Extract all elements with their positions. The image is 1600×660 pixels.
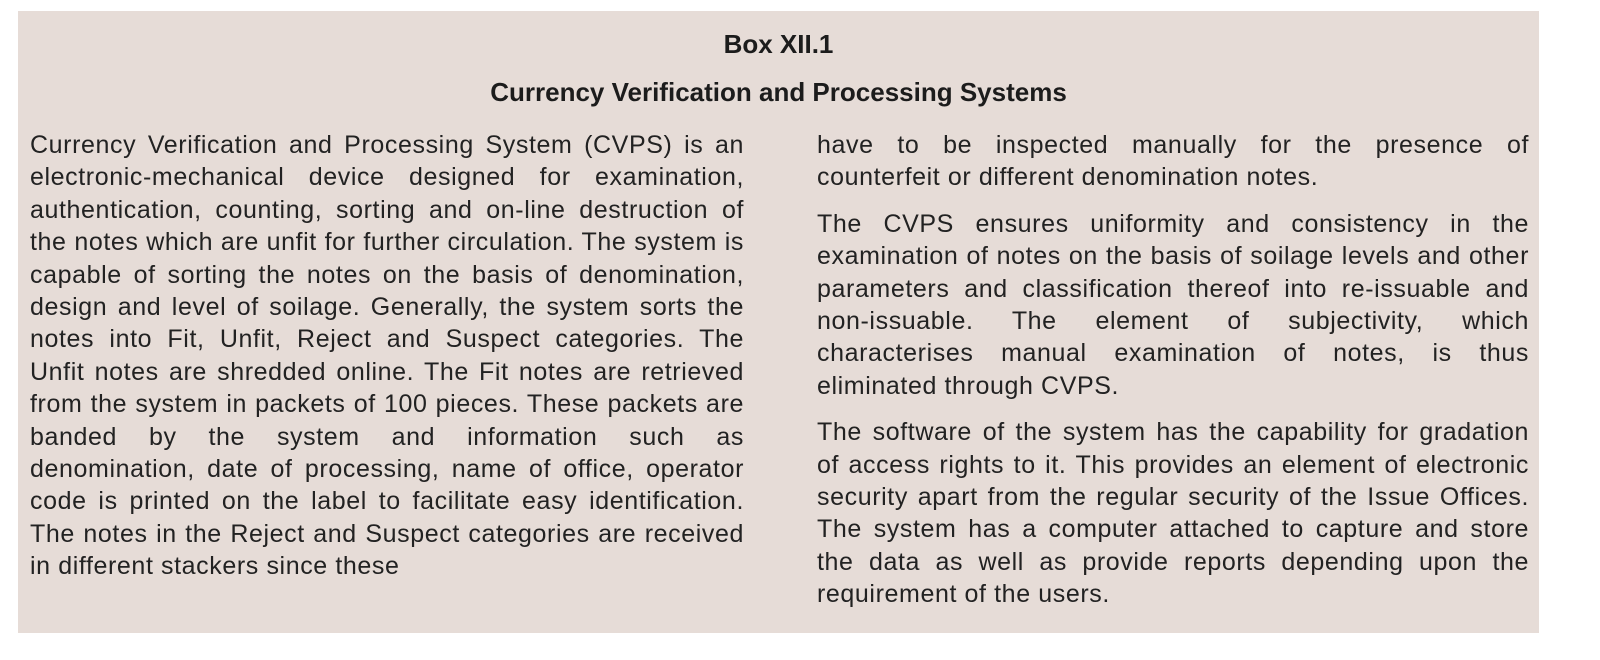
info-box <box>18 11 1539 633</box>
right-paragraph-1: have to be inspected manually for the presence of counterfeit or different denomination notes. <box>817 131 1529 192</box>
right-column <box>817 129 1529 611</box>
right-paragraph-2: The CVPS ensures uniformity and consistency in the examination of notes on the basis of soilage levels and other parameters and classification thereof into re-issuable and non-issuable. The element of subjectivity, which characterises manual examination of notes, is thus eliminated through CVPS. <box>817 209 1529 400</box>
right-paragraph-3: The software of the system has the capability for gradation of access rights to it. This provides an element of electronic security apart from the regular security of the Issue Offices. The system has a computer attached to capture and store the data as well as provide reports depending upon the requirement of the users. <box>817 418 1529 609</box>
left-column <box>30 129 744 583</box>
box-title: Currency Verification and Processing Systems <box>490 77 1067 107</box>
left-paragraph-1: Currency Verification and Processing System (CVPS) is an electronic-mechanical device designed for examination, authentication, counting, sorting and on-line destruction of the notes which are unfit for further circulation. The system is capable of sorting the notes on the basis of denomination, design and level of soilage. Generally, the system sorts the notes into Fit, Unfit, Reject and Suspect categories. The Unfit notes are shredded online. The Fit notes are retrieved from the system in packets of 100 pieces. These packets are banded by the system and information such as denomination, date of processing, name of office, operator code is printed on the label to facilitate easy identification. The notes in the Reject and Suspect categories are received in different stackers since these <box>30 131 744 581</box>
box-number: Box XII.1 <box>723 29 834 59</box>
